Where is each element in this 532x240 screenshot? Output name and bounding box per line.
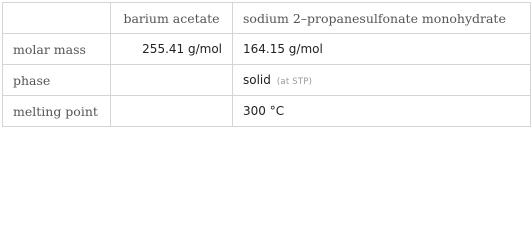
comparison-table: [2, 2, 531, 127]
phase-sodium-propanesulfonate: [233, 65, 531, 96]
molar-mass-barium-acetate: [111, 34, 233, 65]
table-row: [3, 96, 531, 127]
row-label-melting-point: melting point: [3, 96, 111, 127]
phase-barium-acetate: [111, 65, 233, 96]
row-label-molar-mass: molar mass: [3, 34, 111, 65]
header-corner-cell: [3, 3, 111, 34]
value-text: 255.41 g/mol: [142, 42, 222, 56]
value-text: solid: [243, 73, 271, 87]
header-row: [3, 3, 531, 34]
melting-point-barium-acetate: [111, 96, 233, 127]
condition-note: (at STP): [276, 77, 313, 87]
header-barium-acetate: barium acetate: [111, 3, 233, 34]
header-sodium-propanesulfonate: sodium 2–propanesulfonate monohydrate: [233, 3, 531, 34]
molar-mass-sodium-propanesulfonate: [233, 34, 531, 65]
table-row: [3, 65, 531, 96]
table-row: [3, 34, 531, 65]
row-label-phase: phase: [3, 65, 111, 96]
melting-point-sodium-propanesulfonate: [233, 96, 531, 127]
value-text: 164.15 g/mol: [243, 42, 323, 56]
value-text: 300 °C: [243, 104, 285, 118]
